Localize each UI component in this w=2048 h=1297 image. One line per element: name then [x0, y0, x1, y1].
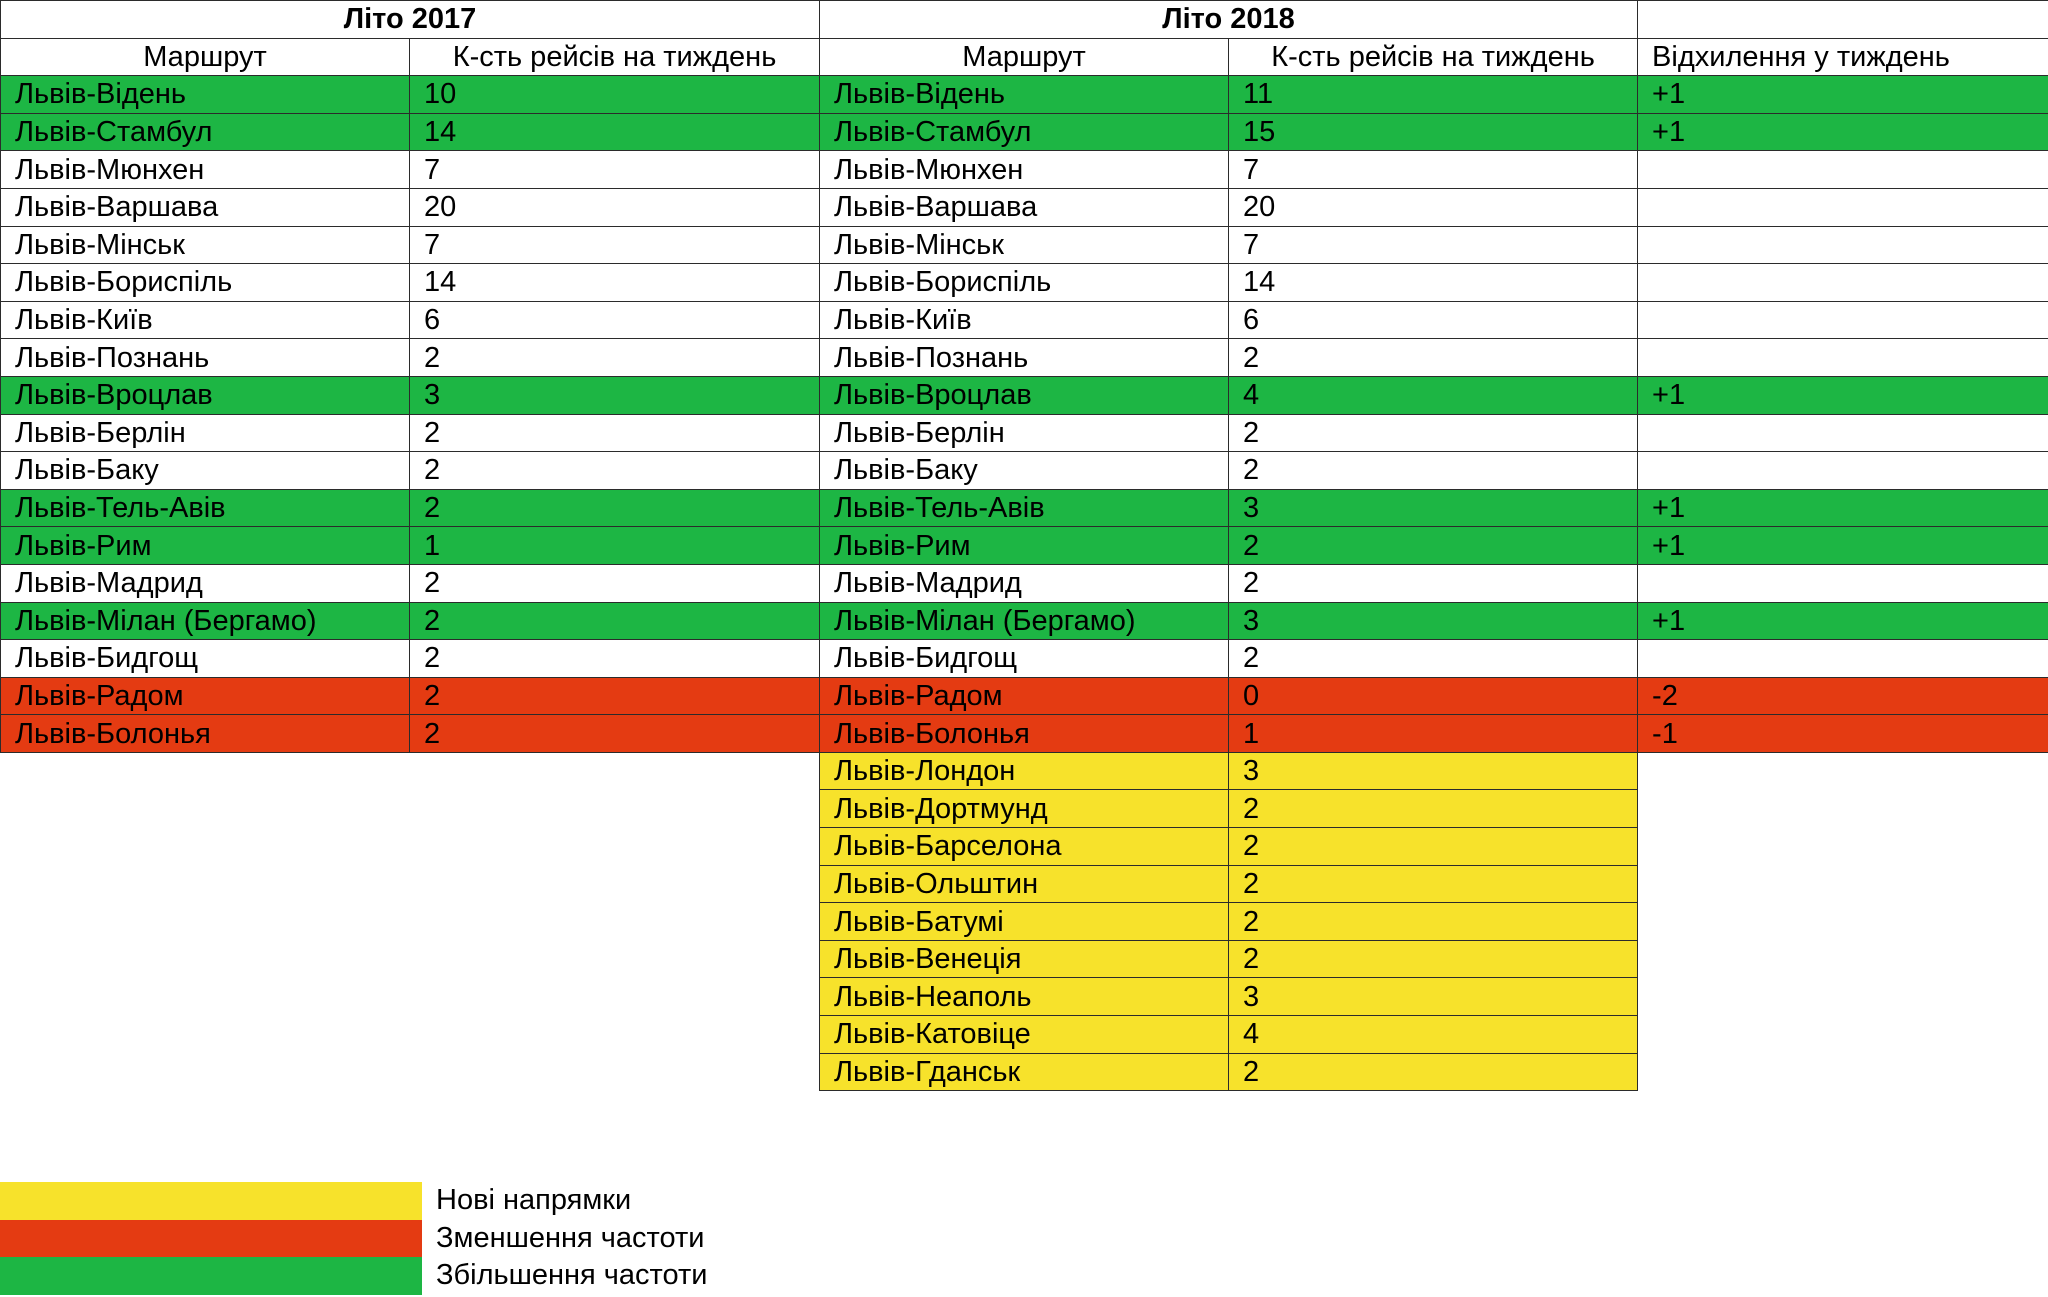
table-row-new — [1, 752, 2048, 790]
flights-2018-cell: 4 — [1229, 1016, 1638, 1054]
flights-2017-cell: 2 — [410, 677, 820, 715]
route-2017-cell: Львів-Берлін — [1, 414, 410, 452]
empty-cell — [410, 978, 820, 1016]
flights-2017-cell: 20 — [410, 188, 820, 226]
flights-2017-cell: 14 — [410, 264, 820, 302]
route-2018-cell: Львів-Бориспіль — [820, 264, 1229, 302]
route-2018-cell: Львів-Відень — [820, 76, 1229, 114]
deviation-cell — [1638, 339, 2048, 377]
flights-2018-cell: 2 — [1229, 564, 1638, 602]
empty-cell — [1638, 828, 2048, 866]
flights-2017-cell: 10 — [410, 76, 820, 114]
flights-2018-cell: 2 — [1229, 790, 1638, 828]
table-row-new — [1, 978, 2048, 1016]
table-row — [1, 113, 2048, 151]
flights-2017-cell: 2 — [410, 602, 820, 640]
route-2017-cell: Львів-Мінськ — [1, 226, 410, 264]
deviation-cell — [1638, 564, 2048, 602]
deviation-cell — [1638, 452, 2048, 490]
column-header-row — [1, 38, 2048, 76]
deviation-cell — [1638, 151, 2048, 189]
table-row-new — [1, 790, 2048, 828]
route-2017-cell: Львів-Мадрид — [1, 564, 410, 602]
empty-cell — [410, 865, 820, 903]
col-flights-2018: К-сть рейсів на тиждень — [1229, 38, 1638, 76]
route-2018-cell: Львів-Київ — [820, 301, 1229, 339]
route-2017-cell: Львів-Варшава — [1, 188, 410, 226]
flights-2017-cell: 2 — [410, 339, 820, 377]
flights-2018-cell: 0 — [1229, 677, 1638, 715]
route-2017-cell: Львів-Бидгощ — [1, 640, 410, 678]
table-row — [1, 376, 2048, 414]
empty-cell — [1, 978, 410, 1016]
empty-cell — [1638, 903, 2048, 941]
table-row-new — [1, 1053, 2048, 1091]
legend-item — [0, 1220, 760, 1258]
flights-2017-cell: 1 — [410, 527, 820, 565]
col-route-2018: Маршрут — [820, 38, 1229, 76]
table-row — [1, 564, 2048, 602]
season-2017-header: Літо 2017 — [1, 1, 820, 39]
flights-2017-cell: 2 — [410, 414, 820, 452]
empty-cell — [1638, 865, 2048, 903]
route-2018-cell: Львів-Стамбул — [820, 113, 1229, 151]
deviation-cell — [1638, 640, 2048, 678]
empty-cell — [410, 790, 820, 828]
flights-2018-cell: 20 — [1229, 188, 1638, 226]
route-2018-cell: Львів-Дортмунд — [820, 790, 1229, 828]
route-2018-cell: Львів-Барселона — [820, 828, 1229, 866]
route-2018-cell: Львів-Венеція — [820, 940, 1229, 978]
empty-cell — [410, 940, 820, 978]
table-row — [1, 76, 2048, 114]
route-2018-cell: Львів-Мілан (Бергамо) — [820, 602, 1229, 640]
flights-2018-cell: 4 — [1229, 376, 1638, 414]
empty-cell — [1638, 1016, 2048, 1054]
route-2017-cell: Львів-Мілан (Бергамо) — [1, 602, 410, 640]
route-2017-cell: Львів-Вроцлав — [1, 376, 410, 414]
deviation-cell: -2 — [1638, 677, 2048, 715]
empty-cell — [1638, 940, 2048, 978]
flights-2017-cell: 2 — [410, 452, 820, 490]
legend-swatch — [0, 1257, 422, 1295]
col-deviation: Відхилення у тиждень — [1638, 38, 2048, 76]
empty-cell — [1, 1053, 410, 1091]
deviation-cell: +1 — [1638, 76, 2048, 114]
empty-cell — [1, 752, 410, 790]
flights-2017-cell: 7 — [410, 151, 820, 189]
flights-2017-cell: 7 — [410, 226, 820, 264]
flights-2018-cell: 11 — [1229, 76, 1638, 114]
deviation-cell: +1 — [1638, 527, 2048, 565]
flights-2018-cell: 2 — [1229, 452, 1638, 490]
flights-2018-cell: 3 — [1229, 602, 1638, 640]
route-2017-cell: Львів-Рим — [1, 527, 410, 565]
flights-2017-cell: 14 — [410, 113, 820, 151]
flights-2018-cell: 2 — [1229, 640, 1638, 678]
empty-cell — [1, 903, 410, 941]
flights-2017-cell: 2 — [410, 564, 820, 602]
table-body — [1, 76, 2048, 1091]
season-2018-header: Літо 2018 — [820, 1, 1638, 39]
table-row-new — [1, 940, 2048, 978]
table-row — [1, 489, 2048, 527]
route-2018-cell: Львів-Тель-Авів — [820, 489, 1229, 527]
deviation-cell: +1 — [1638, 489, 2048, 527]
flights-2017-cell: 6 — [410, 301, 820, 339]
route-2018-cell: Львів-Гданськ — [820, 1053, 1229, 1091]
season-header-row — [1, 1, 2048, 39]
route-2018-cell: Львів-Берлін — [820, 414, 1229, 452]
flights-2018-cell: 7 — [1229, 226, 1638, 264]
flights-2018-cell: 1 — [1229, 715, 1638, 753]
deviation-cell: +1 — [1638, 113, 2048, 151]
route-2018-cell: Львів-Варшава — [820, 188, 1229, 226]
legend-label: Збільшення частоти — [436, 1259, 708, 1291]
flights-2018-cell: 3 — [1229, 489, 1638, 527]
flights-2018-cell: 2 — [1229, 527, 1638, 565]
legend-item — [0, 1257, 760, 1295]
deviation-cell — [1638, 264, 2048, 302]
table-row — [1, 188, 2048, 226]
route-2018-cell: Львів-Ольштин — [820, 865, 1229, 903]
table-row — [1, 151, 2048, 189]
legend-swatch — [0, 1182, 422, 1220]
route-2018-cell: Львів-Катовіце — [820, 1016, 1229, 1054]
legend-label: Зменшення частоти — [436, 1221, 705, 1254]
route-2018-cell: Львів-Батумі — [820, 903, 1229, 941]
route-2018-cell: Львів-Неаполь — [820, 978, 1229, 1016]
table-row — [1, 527, 2048, 565]
col-route-2017: Маршрут — [1, 38, 410, 76]
empty-cell — [1638, 752, 2048, 790]
route-2017-cell: Львів-Радом — [1, 677, 410, 715]
route-2017-cell: Львів-Тель-Авів — [1, 489, 410, 527]
deviation-cell: -1 — [1638, 715, 2048, 753]
flights-2018-cell: 2 — [1229, 940, 1638, 978]
route-2018-cell: Львів-Мюнхен — [820, 151, 1229, 189]
empty-cell — [1, 1016, 410, 1054]
route-2018-cell: Львів-Баку — [820, 452, 1229, 490]
empty-cell — [410, 903, 820, 941]
table-row-new — [1, 828, 2048, 866]
legend-label: Нові напрямки — [436, 1184, 632, 1216]
empty-cell — [410, 752, 820, 790]
table-row — [1, 226, 2048, 264]
table-row — [1, 301, 2048, 339]
flights-2017-cell: 2 — [410, 640, 820, 678]
route-2017-cell: Львів-Мюнхен — [1, 151, 410, 189]
empty-cell — [1, 865, 410, 903]
deviation-cell — [1638, 414, 2048, 452]
flights-2018-cell: 2 — [1229, 339, 1638, 377]
table-row — [1, 414, 2048, 452]
empty-cell — [1638, 790, 2048, 828]
table-row — [1, 677, 2048, 715]
route-2018-cell: Львів-Мінськ — [820, 226, 1229, 264]
route-2017-cell: Львів-Болонья — [1, 715, 410, 753]
route-2018-cell: Львів-Болонья — [820, 715, 1229, 753]
legend-item — [0, 1182, 760, 1220]
empty-cell — [1, 828, 410, 866]
legend — [0, 1182, 760, 1295]
deviation-cell — [1638, 188, 2048, 226]
route-2018-cell: Львів-Рим — [820, 527, 1229, 565]
route-2017-cell: Львів-Київ — [1, 301, 410, 339]
flights-2018-cell: 3 — [1229, 752, 1638, 790]
col-flights-2017: К-сть рейсів на тиждень — [410, 38, 820, 76]
empty-cell — [1638, 978, 2048, 1016]
empty-cell — [1638, 1053, 2048, 1091]
deviation-cell — [1638, 301, 2048, 339]
route-2017-cell: Львів-Бориспіль — [1, 264, 410, 302]
route-2017-cell: Львів-Відень — [1, 76, 410, 114]
table-row — [1, 602, 2048, 640]
season-empty-header — [1638, 1, 2048, 39]
empty-cell — [1, 940, 410, 978]
flights-2018-cell: 6 — [1229, 301, 1638, 339]
flights-2018-cell: 2 — [1229, 828, 1638, 866]
flights-2017-cell: 2 — [410, 715, 820, 753]
flights-2018-cell: 2 — [1229, 903, 1638, 941]
table-row — [1, 452, 2048, 490]
empty-cell — [410, 828, 820, 866]
empty-cell — [410, 1053, 820, 1091]
table-row — [1, 264, 2048, 302]
route-2018-cell: Львів-Радом — [820, 677, 1229, 715]
route-2018-cell: Львів-Лондон — [820, 752, 1229, 790]
deviation-cell: +1 — [1638, 602, 2048, 640]
route-2018-cell: Львів-Вроцлав — [820, 376, 1229, 414]
route-2018-cell: Львів-Бидгощ — [820, 640, 1229, 678]
route-2017-cell: Львів-Стамбул — [1, 113, 410, 151]
flights-2017-cell: 3 — [410, 376, 820, 414]
empty-cell — [1, 790, 410, 828]
flights-2018-cell: 2 — [1229, 865, 1638, 903]
table-row-new — [1, 865, 2048, 903]
route-2018-cell: Львів-Познань — [820, 339, 1229, 377]
route-2018-cell: Львів-Мадрид — [820, 564, 1229, 602]
flights-2018-cell: 7 — [1229, 151, 1638, 189]
table-row-new — [1, 903, 2048, 941]
flights-2018-cell: 15 — [1229, 113, 1638, 151]
flights-2017-cell: 2 — [410, 489, 820, 527]
table-row — [1, 640, 2048, 678]
table-row-new — [1, 1016, 2048, 1054]
flights-2018-cell: 3 — [1229, 978, 1638, 1016]
flights-2018-cell: 2 — [1229, 414, 1638, 452]
flights-2018-cell: 14 — [1229, 264, 1638, 302]
deviation-cell: +1 — [1638, 376, 2048, 414]
flights-2018-cell: 2 — [1229, 1053, 1638, 1091]
route-2017-cell: Львів-Познань — [1, 339, 410, 377]
route-2017-cell: Львів-Баку — [1, 452, 410, 490]
table-row — [1, 715, 2048, 753]
deviation-cell — [1638, 226, 2048, 264]
empty-cell — [410, 1016, 820, 1054]
table-row — [1, 339, 2048, 377]
legend-swatch — [0, 1220, 422, 1258]
